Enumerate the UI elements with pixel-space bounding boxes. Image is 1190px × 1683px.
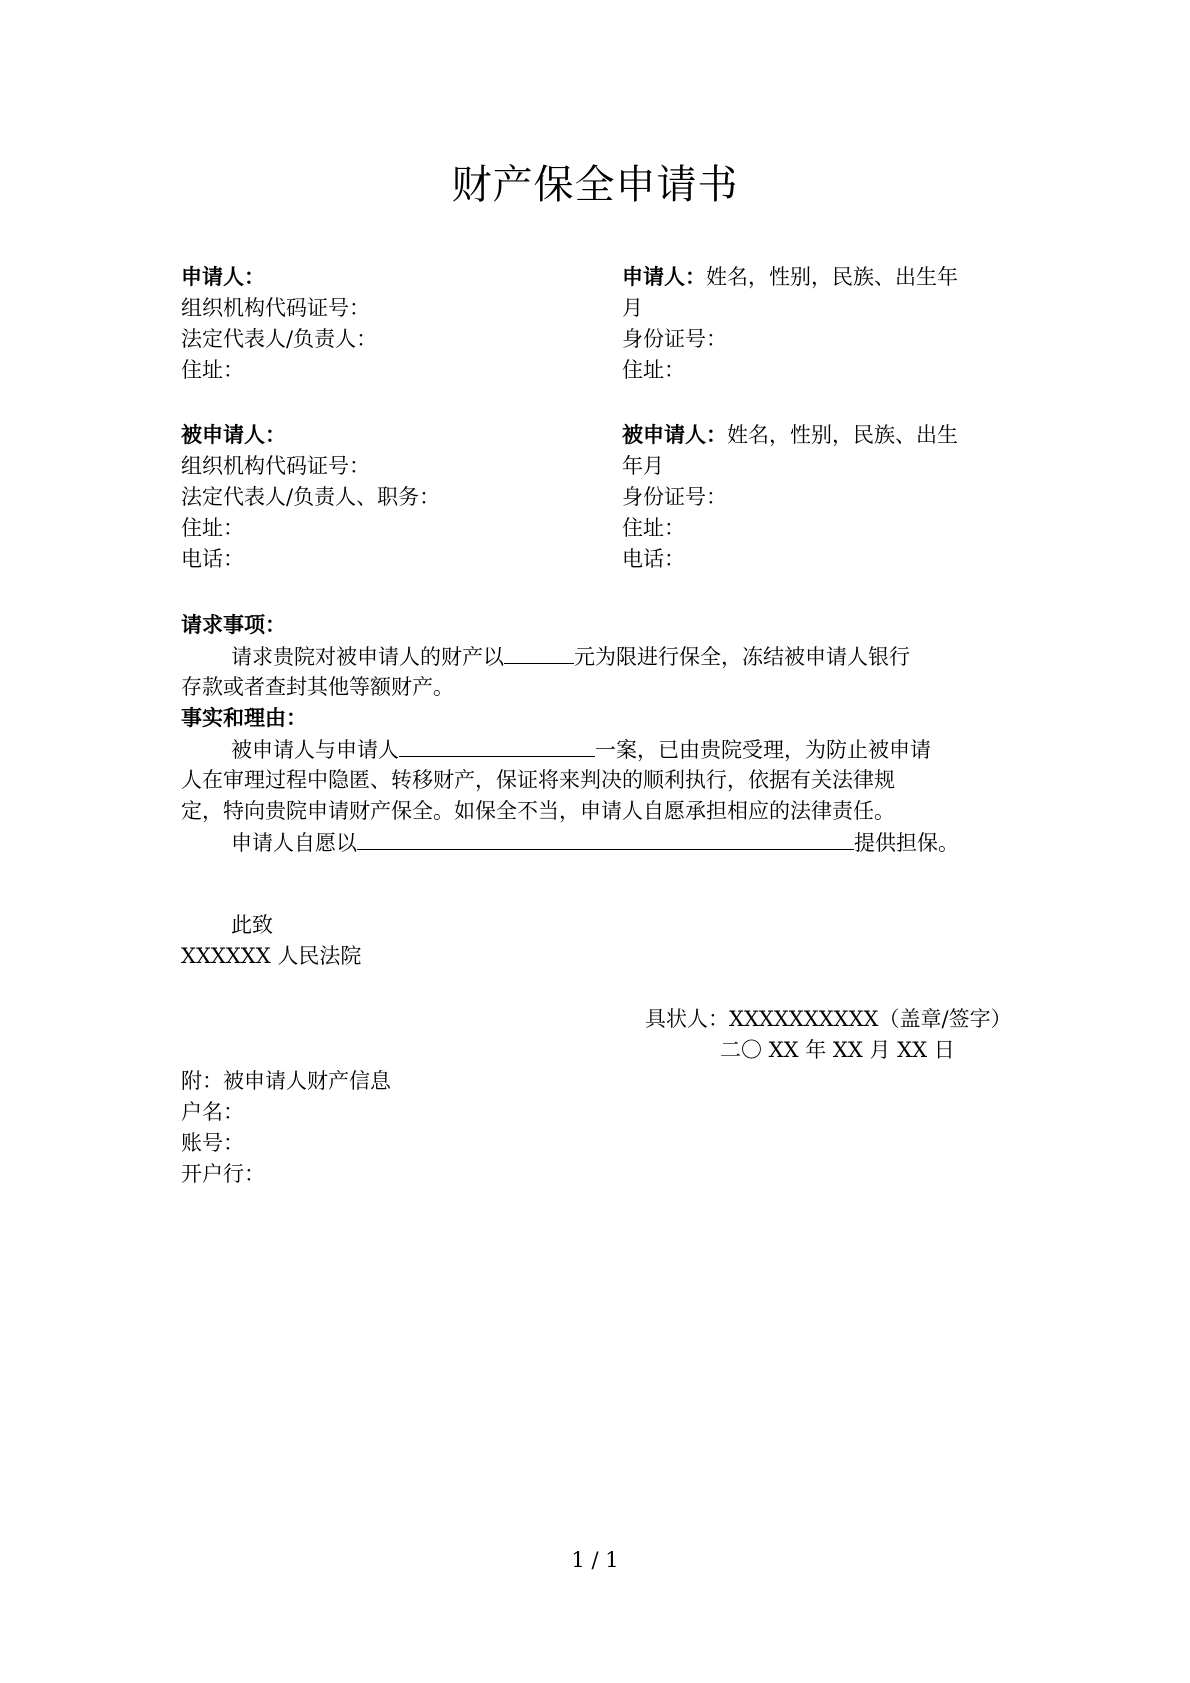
applicant-legal-rep: 法定代表人/负责人： <box>181 327 378 351</box>
facts-line-3: 定，特向贵院申请财产保全。如保全不当，申请人自愿承担相应的法律责任。 <box>181 799 895 823</box>
applicant-id-number: 身份证号： <box>622 327 727 351</box>
applicant-person-heading <box>622 262 958 293</box>
respondent-person-address: 住址： <box>622 516 685 540</box>
appendix-heading: 附：被申请人财产信息 <box>181 1069 391 1093</box>
appendix-account-number: 账号： <box>181 1131 244 1155</box>
applicant-person-fields: 姓名，性别，民族、出生年 <box>706 265 958 289</box>
facts-line-4 <box>231 827 959 859</box>
respondent-person-fields: 姓名，性别，民族、出生 <box>727 423 958 447</box>
page-number: 1 / 1 <box>571 1548 619 1572</box>
requests-heading: 请求事项： <box>181 613 286 637</box>
guarantee-blank <box>357 827 854 850</box>
salutation: 此致 <box>231 913 273 937</box>
facts-text-a: 被申请人与申请人 <box>231 738 399 762</box>
facts-heading: 事实和理由： <box>181 706 307 730</box>
requests-text-a: 请求贵院对被申请人的财产以 <box>231 645 504 669</box>
case-blank <box>399 734 595 757</box>
date-line: 二〇 XX 年 XX 月 XX 日 <box>720 1038 955 1062</box>
applicant-person-wrap: 月 <box>622 296 643 320</box>
signer-line: 具状人：XXXXXXXXXX（盖章/签字） <box>645 1007 1012 1031</box>
respondent-id-number: 身份证号： <box>622 485 727 509</box>
respondent-person-heading <box>622 420 958 451</box>
court-name: XXXXXX 人民法院 <box>181 944 362 968</box>
requests-text-b: 元为限进行保全，冻结被申请人银行 <box>574 645 910 669</box>
guarantee-text-b: 提供担保。 <box>854 831 959 855</box>
amount-blank <box>504 641 574 664</box>
applicant-person-address: 住址： <box>622 358 685 382</box>
applicant-heading: 申请人： <box>181 265 265 289</box>
document-title: 财产保全申请书 <box>451 162 739 208</box>
guarantee-text-a: 申请人自愿以 <box>231 831 357 855</box>
respondent-org-code: 组织机构代码证号： <box>181 454 370 478</box>
requests-line-1 <box>231 641 910 673</box>
applicant-person-label: 申请人： <box>622 265 706 289</box>
respondent-heading: 被申请人： <box>181 423 286 447</box>
respondent-legal-rep: 法定代表人/负责人、职务： <box>181 485 441 509</box>
requests-line-2: 存款或者查封其他等额财产。 <box>181 675 454 699</box>
respondent-person-label: 被申请人： <box>622 423 727 447</box>
facts-line-1 <box>231 734 931 766</box>
respondent-address: 住址： <box>181 516 244 540</box>
appendix-bank: 开户行： <box>181 1162 265 1186</box>
applicant-address: 住址： <box>181 358 244 382</box>
facts-line-2: 人在审理过程中隐匿、转移财产，保证将来判决的顺利执行，依据有关法律规 <box>181 768 895 792</box>
facts-text-b: 一案，已由贵院受理，为防止被申请 <box>595 738 931 762</box>
appendix-account-name: 户名： <box>181 1100 244 1124</box>
respondent-phone: 电话： <box>181 547 244 571</box>
applicant-org-code: 组织机构代码证号： <box>181 296 370 320</box>
respondent-person-wrap: 年月 <box>622 454 664 478</box>
respondent-person-phone: 电话： <box>622 547 685 571</box>
